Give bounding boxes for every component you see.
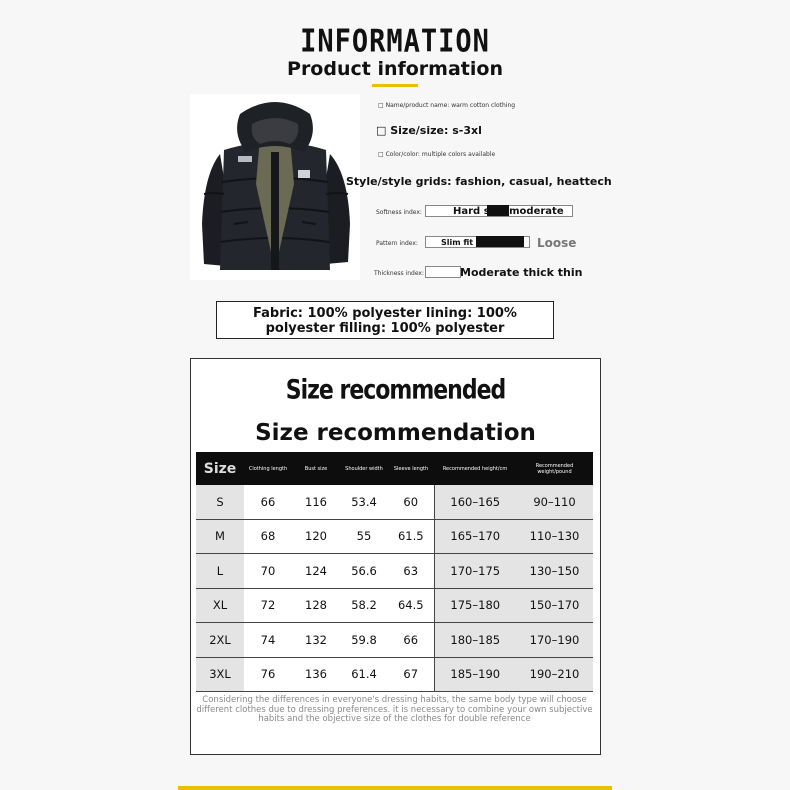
product-size: □ Size/size: s-3xl bbox=[376, 124, 482, 137]
table-cell: 185–190 bbox=[434, 657, 516, 692]
product-name: □ Name/product name: warm cotton clothing bbox=[378, 102, 516, 109]
fabric-line-1: Fabric: 100% polyester lining: 100% bbox=[253, 306, 517, 321]
header-size: Size bbox=[196, 452, 244, 485]
table-row bbox=[196, 588, 593, 623]
table-cell: 90–110 bbox=[516, 485, 593, 519]
size-note: Considering the differences in everyone's dressing habits, the same body type will choose different clothes due to dressing preferences. it is necessary to combine your own subjective habits and the objective size of the clothes for double reference bbox=[196, 695, 593, 724]
table-cell: L bbox=[196, 554, 244, 589]
table-cell: 66 bbox=[388, 623, 434, 658]
table-cell: 53.4 bbox=[340, 485, 388, 519]
table-cell: 124 bbox=[292, 554, 340, 589]
product-style: Style/style grids: fashion, casual, heattech bbox=[346, 175, 612, 188]
size-table bbox=[196, 452, 593, 692]
header-clothing-length: Clothing length bbox=[244, 452, 292, 485]
pattern-label: Pattern index: bbox=[376, 240, 418, 247]
product-color: □ Color/color: multiple colors available bbox=[378, 151, 496, 158]
table-cell: 58.2 bbox=[340, 588, 388, 623]
table-cell: 61.4 bbox=[340, 657, 388, 692]
table-cell: 128 bbox=[292, 588, 340, 623]
pattern-value: Slim fit moderate bbox=[441, 238, 520, 247]
page-subtitle: Product information bbox=[287, 58, 503, 80]
table-cell: 63 bbox=[388, 554, 434, 589]
header-recommended-height: Recommended height/cm bbox=[434, 452, 516, 485]
pattern-extra: Loose bbox=[537, 236, 577, 250]
table-cell: XL bbox=[196, 588, 244, 623]
size-title-stylized: Size recommended bbox=[285, 375, 506, 406]
table-cell: 61.5 bbox=[388, 519, 434, 554]
product-image bbox=[190, 94, 360, 280]
table-header-row bbox=[196, 452, 593, 485]
table-cell: 175–180 bbox=[434, 588, 516, 623]
table-cell: 72 bbox=[244, 588, 292, 623]
table-cell: 160–165 bbox=[434, 485, 516, 519]
thickness-value: Moderate thick thin bbox=[460, 266, 583, 279]
size-title: Size recommendation bbox=[255, 420, 536, 446]
table-row bbox=[196, 554, 593, 589]
table-cell: 120 bbox=[292, 519, 340, 554]
table-cell: M bbox=[196, 519, 244, 554]
accent-bar bbox=[372, 84, 418, 87]
thickness-label: Thickness index: bbox=[374, 270, 424, 277]
table-cell: 132 bbox=[292, 623, 340, 658]
table-cell: 74 bbox=[244, 623, 292, 658]
table-cell: 76 bbox=[244, 657, 292, 692]
table-cell: 2XL bbox=[196, 623, 244, 658]
table-cell: 67 bbox=[388, 657, 434, 692]
table-cell: 190–210 bbox=[516, 657, 593, 692]
table-row bbox=[196, 485, 593, 519]
softness-label: Softness index: bbox=[376, 209, 422, 216]
table-cell: 60 bbox=[388, 485, 434, 519]
fabric-line-2: polyester filling: 100% polyester bbox=[265, 321, 505, 336]
table-cell: 165–170 bbox=[434, 519, 516, 554]
jacket-icon bbox=[190, 94, 360, 280]
table-cell: S bbox=[196, 485, 244, 519]
page-title: INFORMATION bbox=[300, 23, 490, 60]
table-cell: 110–130 bbox=[516, 519, 593, 554]
header-recommended-weight: Recommended weight/pound bbox=[516, 452, 593, 485]
table-cell: 55 bbox=[340, 519, 388, 554]
table-cell: 56.6 bbox=[340, 554, 388, 589]
softness-value: Hard soft moderate bbox=[453, 206, 564, 217]
table-row bbox=[196, 657, 593, 692]
table-cell: 150–170 bbox=[516, 588, 593, 623]
fabric-box bbox=[216, 301, 554, 339]
table-cell: 70 bbox=[244, 554, 292, 589]
table-cell: 66 bbox=[244, 485, 292, 519]
table-cell: 116 bbox=[292, 485, 340, 519]
table-cell: 68 bbox=[244, 519, 292, 554]
table-cell: 64.5 bbox=[388, 588, 434, 623]
table-row bbox=[196, 623, 593, 658]
table-cell: 180–185 bbox=[434, 623, 516, 658]
header-shoulder-width: Shoulder width bbox=[340, 452, 388, 485]
header-sleeve-length: Sleeve length bbox=[388, 452, 434, 485]
table-cell: 59.8 bbox=[340, 623, 388, 658]
table-cell: 136 bbox=[292, 657, 340, 692]
footer-accent-bar bbox=[178, 786, 612, 790]
table-cell: 3XL bbox=[196, 657, 244, 692]
table-cell: 130–150 bbox=[516, 554, 593, 589]
table-cell: 170–175 bbox=[434, 554, 516, 589]
thickness-scale bbox=[425, 266, 461, 278]
table-row bbox=[196, 519, 593, 554]
header-bust-size: Bust size bbox=[292, 452, 340, 485]
table-cell: 170–190 bbox=[516, 623, 593, 658]
